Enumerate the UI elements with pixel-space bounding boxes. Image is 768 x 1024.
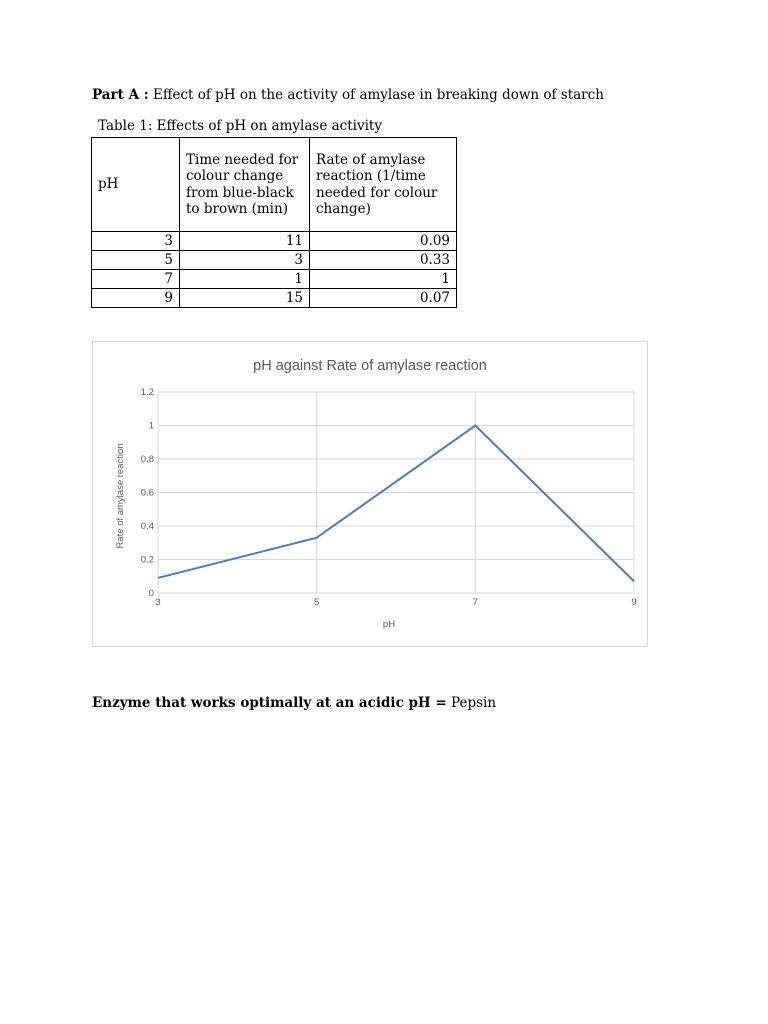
cell-ph: 3 <box>92 232 180 251</box>
cell-rate: 0.09 <box>310 232 457 251</box>
cell-time: 3 <box>180 251 310 270</box>
y-axis-label: Rate of amylase reaction <box>115 443 126 549</box>
cell-rate: 0.07 <box>310 289 457 308</box>
part-a-label: Part A : <box>92 87 149 103</box>
x-tick-label: 7 <box>472 597 478 608</box>
x-axis-label: pH <box>382 619 396 630</box>
cell-time: 1 <box>180 270 310 289</box>
table-row <box>92 270 457 289</box>
y-tick-label: 0.4 <box>140 521 154 532</box>
y-tick-label: 1 <box>148 420 154 432</box>
header-time: Time needed for colour change from blue-black to brown (min) <box>180 138 310 232</box>
cell-ph: 7 <box>92 270 180 289</box>
table-row <box>92 232 457 251</box>
series-line <box>158 426 634 582</box>
enzyme-answer: Pepsin <box>446 695 497 711</box>
enzyme-question: Enzyme that works optimally at an acidic pH = <box>92 695 447 711</box>
x-tick-label: 3 <box>155 597 161 608</box>
part-a-heading <box>92 86 604 104</box>
header-ph: pH <box>92 138 180 232</box>
line-chart <box>93 342 647 646</box>
cell-time: 11 <box>180 232 310 251</box>
cell-ph: 9 <box>92 289 180 308</box>
cell-rate: 0.33 <box>310 251 457 270</box>
cell-time: 15 <box>180 289 310 308</box>
ph-amylase-table <box>91 137 457 308</box>
cell-ph: 5 <box>92 251 180 270</box>
table-header-row <box>92 138 457 232</box>
part-a-title: Effect of pH on the activity of amylase in breaking down of starch <box>148 87 604 103</box>
y-tick-label: 0 <box>148 588 154 599</box>
enzyme-answer-line <box>92 694 496 712</box>
y-tick-label: 0.2 <box>140 554 154 566</box>
table-row <box>92 251 457 270</box>
chart-title: pH against Rate of amylase reaction <box>253 358 487 374</box>
chart-container <box>92 341 648 647</box>
x-tick-label: 9 <box>631 597 637 608</box>
chart-grid <box>158 392 634 593</box>
y-tick-label: 0.8 <box>140 454 154 465</box>
y-tick-label: 1.2 <box>140 387 154 398</box>
cell-rate: 1 <box>310 270 457 289</box>
y-tick-label: 0.6 <box>140 487 154 499</box>
table-caption: Table 1: Effects of pH on amylase activity <box>98 118 382 134</box>
header-rate: Rate of amylase reaction (1/time needed for colour change) <box>310 138 457 232</box>
table-row <box>92 289 457 308</box>
x-tick-label: 5 <box>314 597 320 608</box>
chart-series-layer <box>158 426 634 582</box>
chart-ticks <box>141 387 637 608</box>
